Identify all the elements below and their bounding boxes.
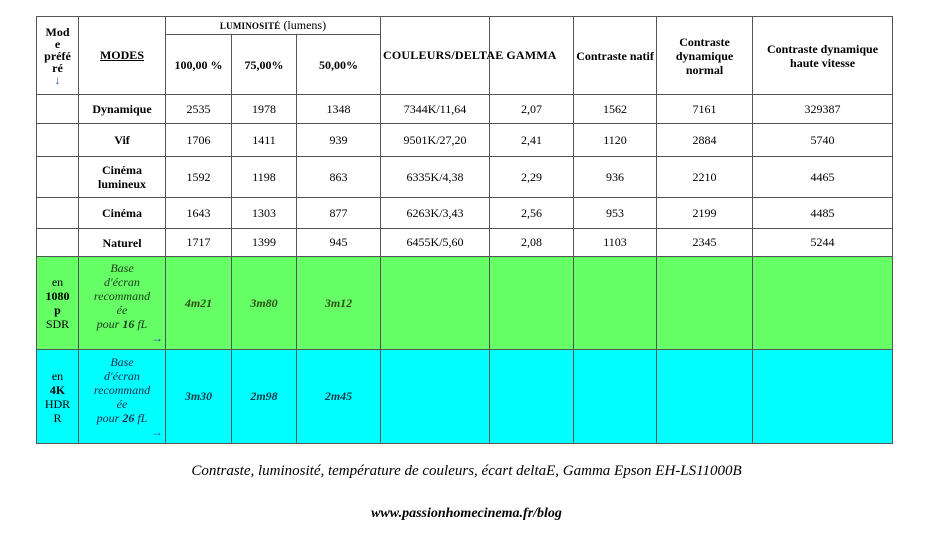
mode-name: Cinéma lumineux — [79, 157, 166, 198]
dyn-haute-cell: 4485 — [753, 198, 893, 229]
contraste-natif-header: Contraste natif — [574, 17, 657, 95]
table-row — [37, 95, 893, 124]
sdr-row — [37, 257, 893, 350]
lum75-cell: 1411 — [232, 124, 297, 157]
pref-cell — [37, 157, 79, 198]
table-row — [37, 198, 893, 229]
couleurs-header: COULEURS/DELTAE — [381, 17, 490, 95]
natif-cell: 1103 — [574, 229, 657, 257]
pref-cell — [37, 95, 79, 124]
natif-cell: 1120 — [574, 124, 657, 157]
empty-cell — [574, 257, 657, 350]
pct75-header: 75,00% — [232, 35, 297, 95]
couleur-cell: 6335K/4,38 — [381, 157, 490, 198]
mode-name: Vif — [79, 124, 166, 157]
gamma-cell: 2,29 — [490, 157, 574, 198]
empty-cell — [657, 257, 753, 350]
lum100-cell: 1706 — [166, 124, 232, 157]
lum75-cell: 1399 — [232, 229, 297, 257]
dyn-normal-cell: 7161 — [657, 95, 753, 124]
pct50-header: 50,00% — [297, 35, 381, 95]
lum100-cell: 2535 — [166, 95, 232, 124]
sdr-base-note: Base d'écran recommand ée pour 16 fL → — [79, 257, 166, 350]
empty-cell — [753, 350, 893, 444]
pref-cell — [37, 198, 79, 229]
hdr-distance-100: 3m30 — [166, 350, 232, 444]
table-row — [37, 229, 893, 257]
natif-cell: 1562 — [574, 95, 657, 124]
hdr-base-note: Base d'écran recommand ée pour 26 fL → — [79, 350, 166, 444]
sdr-distance-100: 4m21 — [166, 257, 232, 350]
hdr-distance-75: 2m98 — [232, 350, 297, 444]
right-arrow-icon: → — [151, 424, 163, 439]
lum50-cell: 945 — [297, 229, 381, 257]
empty-cell — [490, 350, 574, 444]
sdr-distance-75: 3m80 — [232, 257, 297, 350]
couleur-cell: 6455K/5,60 — [381, 229, 490, 257]
natif-cell: 953 — [574, 198, 657, 229]
luminosite-header: LUMINOSITÉ (lumens) — [166, 17, 381, 35]
dyn-haute-cell: 4465 — [753, 157, 893, 198]
mode-name: Cinéma — [79, 198, 166, 229]
gamma-cell: 2,07 — [490, 95, 574, 124]
hdr-row — [37, 350, 893, 444]
lum50-cell: 877 — [297, 198, 381, 229]
lum75-cell: 1303 — [232, 198, 297, 229]
sdr-format-cell: en 1080 p SDR — [37, 257, 79, 350]
lum100-cell: 1592 — [166, 157, 232, 198]
empty-cell — [574, 350, 657, 444]
table-row — [37, 157, 893, 198]
couleur-cell: 7344K/11,64 — [381, 95, 490, 124]
lum75-cell: 1978 — [232, 95, 297, 124]
dyn-normal-cell: 2199 — [657, 198, 753, 229]
dyn-normal-cell: 2210 — [657, 157, 753, 198]
couleur-cell: 9501K/27,20 — [381, 124, 490, 157]
dyn-haute-cell: 5740 — [753, 124, 893, 157]
empty-cell — [381, 350, 490, 444]
sdr-distance-50: 3m12 — [297, 257, 381, 350]
lum100-cell: 1717 — [166, 229, 232, 257]
lum100-cell: 1643 — [166, 198, 232, 229]
dyn-haute-cell: 329387 — [753, 95, 893, 124]
table-row — [37, 124, 893, 157]
empty-cell — [381, 257, 490, 350]
hdr-distance-50: 2m45 — [297, 350, 381, 444]
empty-cell — [753, 257, 893, 350]
natif-cell: 936 — [574, 157, 657, 198]
dyn-normal-cell: 2345 — [657, 229, 753, 257]
modes-header: MODES — [79, 17, 166, 95]
mode-name: Dynamique — [79, 95, 166, 124]
right-arrow-icon: → — [151, 331, 163, 345]
hdr-format-cell: en 4K HDR R — [37, 350, 79, 444]
gamma-cell: 2,41 — [490, 124, 574, 157]
pct100-header: 100,00 % — [166, 35, 232, 95]
lum50-cell: 1348 — [297, 95, 381, 124]
header-row-top — [37, 17, 893, 35]
lum75-cell: 1198 — [232, 157, 297, 198]
preferred-mode-header: Mod e préfé ré ↓ — [37, 17, 79, 95]
pref-cell — [37, 229, 79, 257]
dyn-haute-cell: 5244 — [753, 229, 893, 257]
empty-cell — [490, 257, 574, 350]
contraste-dyn-haute-header: Contraste dynamique haute vitesse — [753, 17, 893, 95]
mode-name: Naturel — [79, 229, 166, 257]
empty-cell — [657, 350, 753, 444]
pref-cell — [37, 124, 79, 157]
couleur-cell: 6263K/3,43 — [381, 198, 490, 229]
site-url: www.passionhomecinema.fr/blog — [371, 506, 562, 521]
gamma-cell: 2,56 — [490, 198, 574, 229]
table-caption: Contraste, luminosité, température de couleurs, écart deltaE, Gamma Epson EH-LS11000B — [191, 463, 742, 479]
gamma-cell: 2,08 — [490, 229, 574, 257]
down-arrow-icon: ↓ — [54, 72, 61, 87]
gamma-header: GAMMA — [490, 17, 574, 95]
dyn-normal-cell: 2884 — [657, 124, 753, 157]
measurements-table — [36, 16, 893, 444]
lum50-cell: 863 — [297, 157, 381, 198]
contraste-dyn-normal-header: Contraste dynamique normal — [657, 17, 753, 95]
lum50-cell: 939 — [297, 124, 381, 157]
